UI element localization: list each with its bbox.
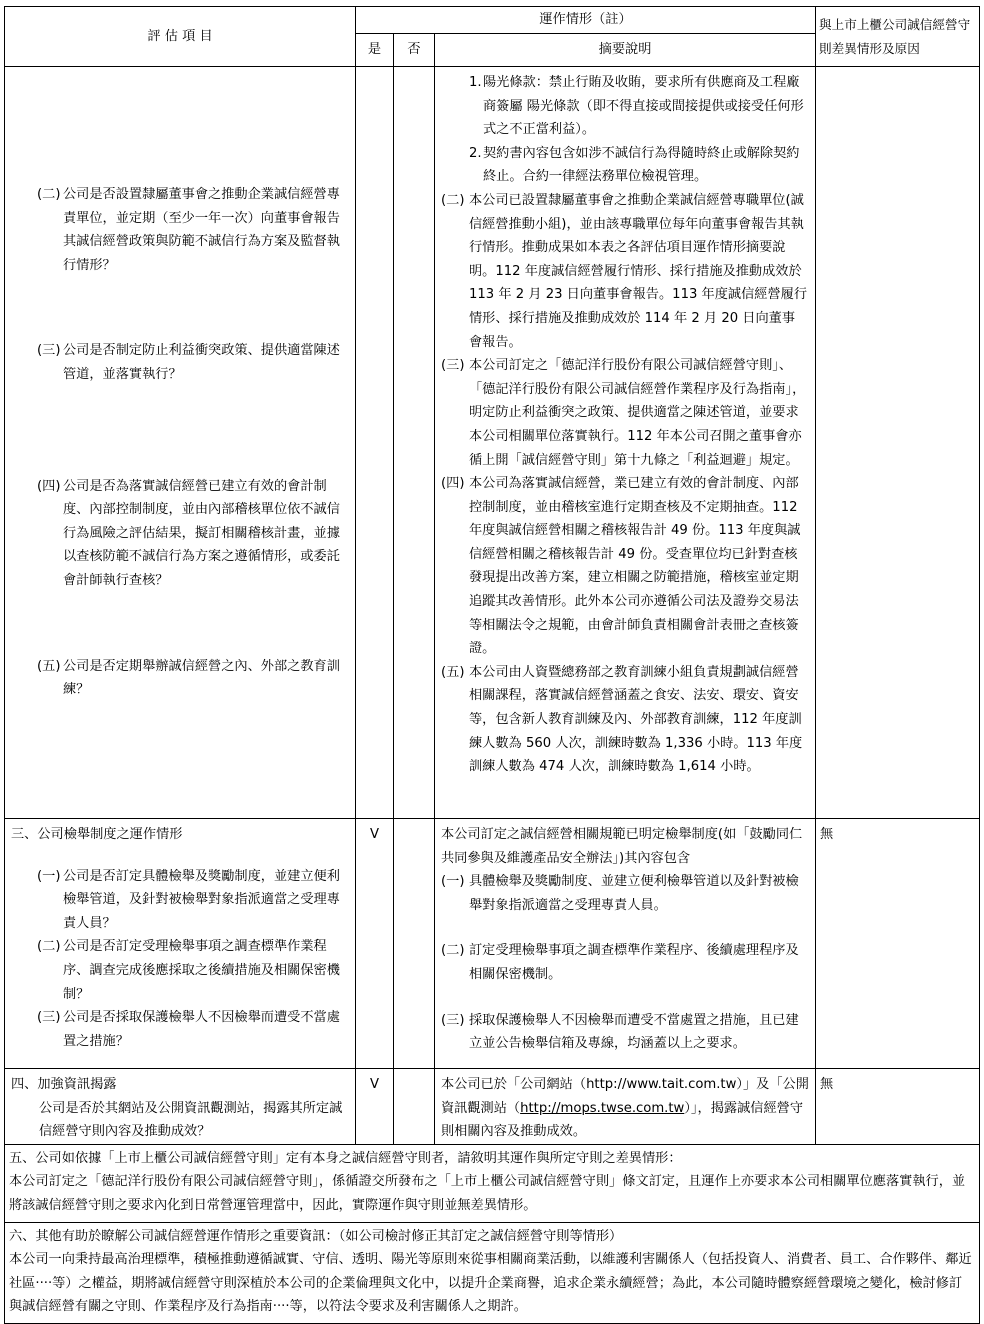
no-column-header: 否: [394, 34, 435, 67]
header-row-1: [5, 7, 980, 34]
section3-summary: [435, 819, 816, 1069]
note-2: 2. 契約書內容包含如涉不誠信行為得隨時終止或解除契約終止。合約一律經法務單位檢視管理。: [469, 145, 800, 185]
section4-summary: 本公司已於「公司網站（http://www.tait.com.tw）」及「公開資訊觀測站（http://mops.twse.com.tw）」，揭露誠信經營守則相關內容及推動成效。: [435, 1069, 816, 1145]
section4-no: [394, 1069, 435, 1145]
section4-question-cell: [5, 1069, 356, 1145]
section6-body: 本公司一向秉持最高治理標準，積極推動遵循誠實、守信、透明、陽光等原則來從事相關商業活動，以維護利害關係人（包括投資人、消費者、員工、合作夥伴、鄰近社區‧‧‧‧等）之權益，期將誠信經營守則深植於本公司的企業倫理與文化中，以提升企業商譽，追求企業永續經營；為此，本公司隨時體察經營環境之變化，檢討修訂與誠信經營有關之守則、作業程序及行為指南‧‧‧‧等，以符法令要求及利害關係人之期許。: [9, 1252, 972, 1315]
question-2-4: (四) 公司是否為落實誠信經營已建立有效的會計制度、內部控制制度，並由內部稽核單位依不誠信行為風險之評估結果，擬訂相關稽核計畫，並據以查核防範不誠信行為方案之遵循情形，或委託會計師執行查核？: [37, 478, 340, 588]
section3-title: 三、公司檢舉制度之運作情形: [11, 827, 183, 842]
question-2-5: (五) 公司是否定期舉辦誠信經營之內、外部之教育訓練？: [37, 658, 340, 698]
summary-column-header: 摘要說明: [435, 34, 816, 67]
section2-summary: [435, 67, 816, 819]
section3-row: [5, 819, 980, 1069]
section6-title: 六、其他有助於瞭解公司誠信經營運作情形之重要資訊：（如公司檢討修正其訂定之誠信經營守則等情形）: [9, 1228, 623, 1244]
difference-column-header: 與上市上櫃公司誠信經營守則差異情形及原因: [816, 7, 980, 67]
section4-difference: 無: [816, 1069, 980, 1145]
question-2-3: (三) 公司是否制定防止利益衝突政策、提供適當陳述管道，並落實執行？: [37, 343, 340, 382]
question-2-2: (二) 公司是否設置隸屬董事會之推動企業誠信經營專責單位，並定期（至少一年一次）向董事會報告其誠信經營政策與防範不誠信行為方案及監督執行情形？: [37, 187, 340, 273]
section2-difference: [816, 67, 980, 819]
section3-questions: [5, 819, 356, 1069]
answer-2-4: (四) 本公司為落實誠信經營，業已建立有效的會計制度、內部控制制度，並由稽核室進行定期查核及不定期抽查。112 年度與誠信經營相關之稽核報告計 49 份。113 年度與誠信經營相關之稽核報告計 49 份。受查單位均已針對查核發現提出改善方案，建立相關之防範措施，稽核室並定期追蹤其改善情形。此外本公司亦遵循公司法及證券交易法等相關法令之規範，由會計師負責相關會計表冊之查核簽證。: [441, 476, 801, 657]
yes-column-header: 是: [356, 34, 394, 67]
section6-cell: [5, 1222, 980, 1323]
operation-column-header: 運作情形（註）: [356, 7, 816, 34]
section3-no: [394, 819, 435, 1069]
answer-3-3: (三) 採取保護檢舉人不因檢舉而遭受不當處置之措施，且已建立並公告檢舉信箱及專線，均涵蓋以上之要求。: [441, 1012, 799, 1052]
question-3-1: (一) 公司是否訂定具體檢舉及獎勵制度，並建立便利檢舉管道，及針對被檢舉對象指派適當之受理專責人員？: [37, 868, 340, 931]
note-1: 1. 陽光條款：禁止行賄及收賄，要求所有供應商及工程廠商簽屬 陽光條款（即不得直接或間接提供或接受任何形式之不正當利益）。: [469, 75, 804, 138]
section4-yes-mark: V: [356, 1069, 394, 1145]
question-3-3: (三) 公司是否採取保護檢舉人不因檢舉而遭受不當處置之措施？: [37, 1010, 340, 1049]
answer-2-3: (三) 本公司訂定之「德記洋行股份有限公司誠信經營守則」、「德記洋行股份有限公司誠信經營作業程序及行為指南」，明定防止利益衝突之政策、提供適當之陳述管道，並要求本公司相關單位落實執行。112 年本公司召開之董事會亦循上開「誠信經營守則」第十九條之「利益迴避」規定。: [441, 358, 806, 468]
item-column-header: 評 估 項 目: [5, 7, 356, 67]
mops-website-link[interactable]: http://mops.twse.com.tw: [520, 1100, 685, 1116]
section2-questions: [5, 67, 356, 819]
section5-title: 五、公司如依據「上市上櫃公司誠信經營守則」定有本身之誠信經營守則者，請敘明其運作與所定守則之差異情形：: [9, 1150, 682, 1166]
section5-cell: [5, 1144, 980, 1222]
question-3-2: (二) 公司是否訂定受理檢舉事項之調查標準作業程序、調查完成後應採取之後續措施及相關保密機制？: [37, 939, 340, 1002]
section2-yes: [356, 67, 394, 819]
section5-body: 本公司訂定之「德記洋行股份有限公司誠信經營守則」，係循證交所發布之「上市上櫃公司誠信經營守則」條文訂定，且運作上亦要求本公司相關單位應落實執行，並將該誠信經營守則之要求內化到日常營運管理當中，因此，實際運作與守則並無差異情形。: [9, 1174, 966, 1213]
answer-3-1: (一) 具體檢舉及獎勵制度、並建立便利檢舉管道以及針對被檢舉對象指派適當之受理專責人員。: [441, 874, 799, 913]
section2-no: [394, 67, 435, 819]
section4-question: 公司是否於其網站及公開資訊觀測站，揭露其所定誠信經營守則內容及推動成效？: [39, 1100, 343, 1140]
section3-intro: 本公司訂定之誠信經營相關規範已明定檢舉制度(如「鼓勵同仁共同參與及維護產品安全辦法」)其內容包含: [441, 827, 803, 866]
section5-row: [5, 1144, 980, 1222]
integrity-table: [4, 6, 980, 1324]
section4-title: 四、加強資訊揭露: [11, 1077, 117, 1092]
section2-row: [5, 67, 980, 819]
section3-yes-mark: V: [356, 819, 394, 1069]
answer-2-2: (二) 本公司已設置隸屬董事會之推動企業誠信經營專職單位(誠信經營推動小組)，並由該專職單位每年向董事會報告其執行情形。推動成果如本表之各評估項目運作情形摘要說明。112 年度誠信經營履行情形、採行措施及推動成效於 113 年 2 月 23 日向董事會報告。113 年度誠信經營履行情形、採行措施及推動成效於 114 年 2 月 20 日向董事會報告。: [441, 192, 808, 350]
section4-row: [5, 1069, 980, 1145]
company-website-link[interactable]: http://www.tait.com.tw: [586, 1077, 737, 1092]
section6-row: [5, 1222, 980, 1323]
section3-difference: 無: [816, 819, 980, 1069]
answer-3-2: (二) 訂定受理檢舉事項之調查標準作業程序、後續處理程序及相關保密機制。: [441, 943, 799, 982]
answer-2-5: (五) 本公司由人資暨總務部之教育訓練小組負責規劃誠信經營相關課程，落實誠信經營涵蓋之食安、法安、環安、資安等，包含新人教育訓練及內、外部教育訓練，112 年度訓練人數為 560 人次，訓練時數為 1,336 小時。113 年度訓練人數為 474 人次，訓練時數為 1,614 小時。: [441, 664, 803, 775]
